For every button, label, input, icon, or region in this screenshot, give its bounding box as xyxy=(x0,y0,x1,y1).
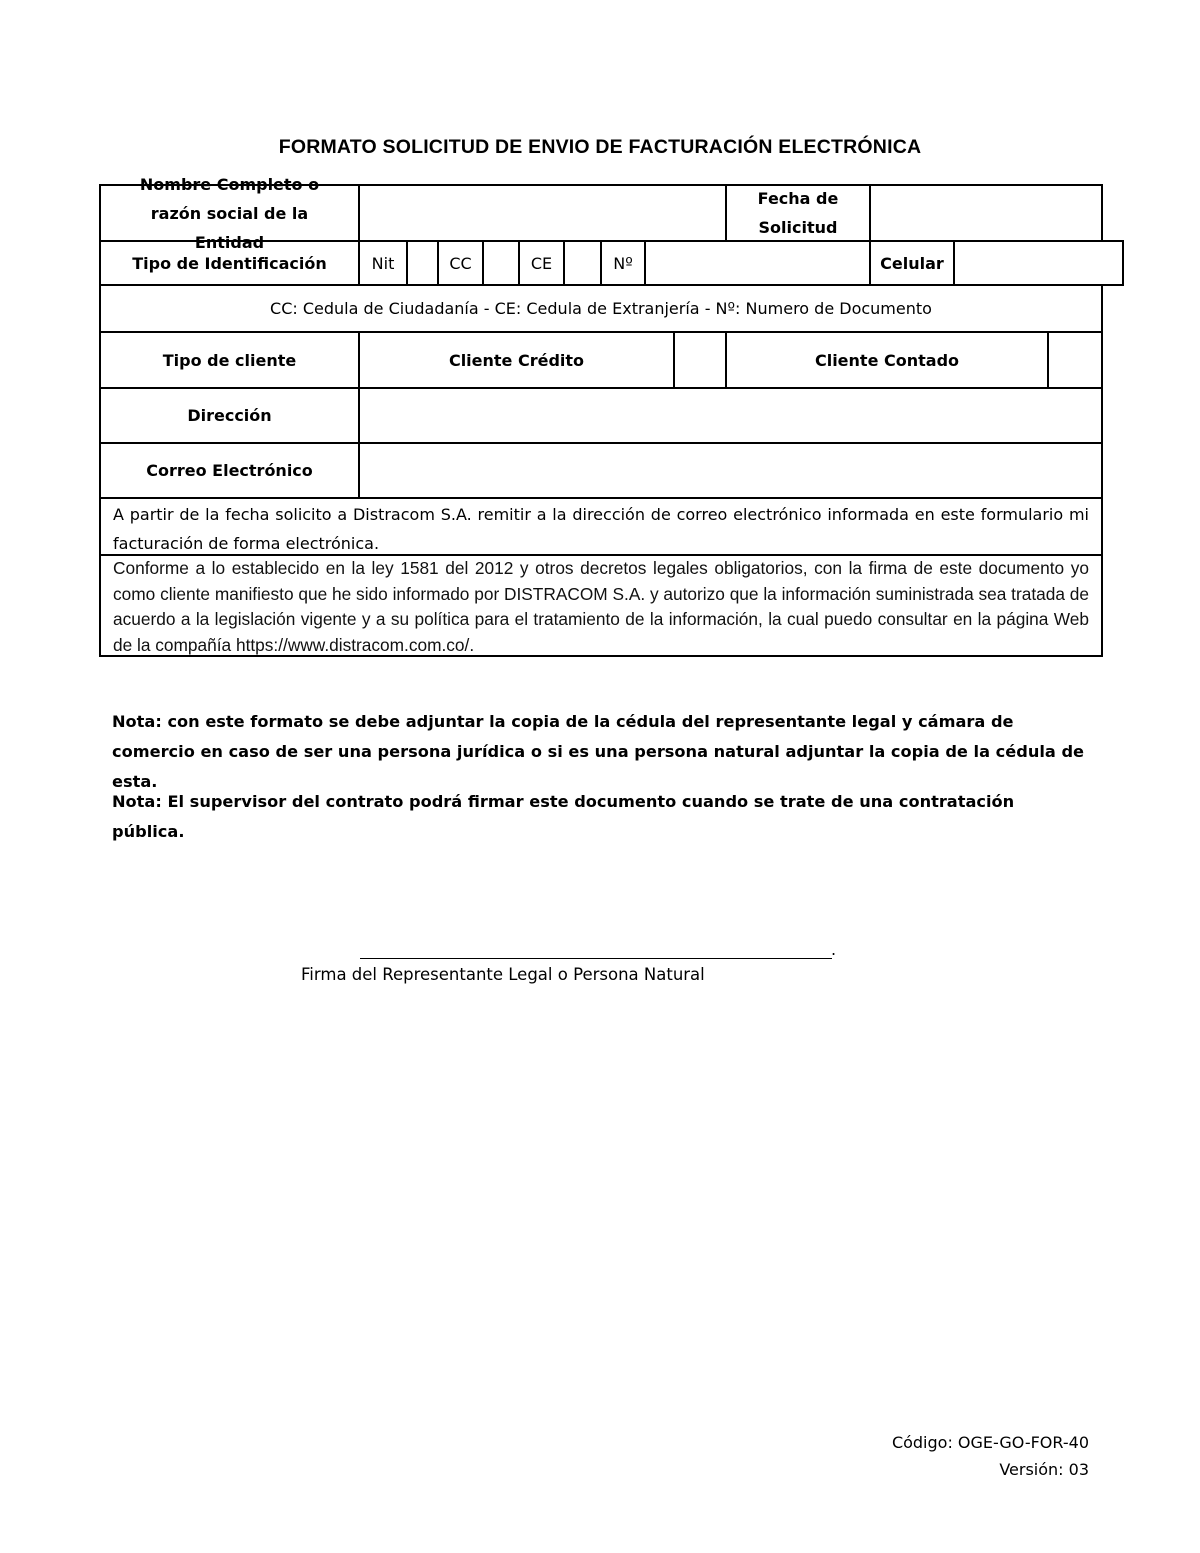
direccion-label: Dirección xyxy=(99,387,360,444)
fecha-label-text: Fecha de Solicitud xyxy=(757,189,839,237)
celular-field[interactable] xyxy=(953,240,1124,286)
correo-label: Correo Electrónico xyxy=(99,442,360,499)
signature-dot: . xyxy=(831,940,837,959)
cliente-contado-checkbox[interactable] xyxy=(1047,331,1103,389)
nombre-label xyxy=(99,174,360,252)
form-title: FORMATO SOLICITUD DE ENVIO DE FACTURACIÓN ELECTRÓNICA xyxy=(278,136,922,158)
correo-field[interactable] xyxy=(358,442,1103,499)
cc-checkbox[interactable] xyxy=(482,240,520,286)
document-code: Código: OGE-GO-FOR-40 xyxy=(891,1433,1089,1452)
authorization-text: A partir de la fecha solicito a Distracom S.A. remitir a la dirección de correo electrónico informada en este formulario mi facturación de forma electrónica. xyxy=(99,497,1103,556)
cliente-credito-checkbox[interactable] xyxy=(673,331,727,389)
cliente-contado-label: Cliente Contado xyxy=(725,331,1049,389)
nombre-field[interactable] xyxy=(358,184,727,242)
nit-checkbox[interactable] xyxy=(406,240,439,286)
cliente-credito-label: Cliente Crédito xyxy=(358,331,675,389)
id-legend: CC: Cedula de Ciudadanía - CE: Cedula de Extranjería - Nº: Numero de Documento xyxy=(99,284,1103,333)
nombre-label-text: Nombre Completo o razón social de la Entidad xyxy=(139,174,320,252)
document-version: Versión: 03 xyxy=(999,1460,1089,1479)
fecha-field[interactable] xyxy=(869,184,1103,242)
nit-label: Nit xyxy=(358,240,408,286)
legal-text: Conforme a lo establecido en la ley 1581 del 2012 y otros decretos legales obligatorios, con la firma de este documento yo como cliente manifiesto que he sido informado por DISTRACOM S.A. y autorizo que la información suministrada sea tratada de acuerdo a la legislación vigente y a su política para el tratamiento de la información, la cual puedo consultar en la página Web de la compañía https://www.distracom.com.co/. xyxy=(99,554,1103,657)
signature-line[interactable] xyxy=(360,958,832,959)
direccion-field[interactable] xyxy=(358,387,1103,444)
note-documents: Nota: con este formato se debe adjuntar la copia de la cédula del representante legal y cámara de comercio en caso de ser una persona jurídica o si es una persona natural adjuntar la copia de la cédula de esta. xyxy=(112,712,1085,791)
ce-checkbox[interactable] xyxy=(563,240,602,286)
note-supervisor: Nota: El supervisor del contrato podrá firmar este documento cuando se trate de una contratación pública. xyxy=(112,792,1015,841)
cc-label: CC xyxy=(437,240,484,286)
tipo-cliente-label: Tipo de cliente xyxy=(99,331,360,389)
tipo-identificacion-label: Tipo de Identificación xyxy=(99,240,360,286)
numero-label: Nº xyxy=(600,240,646,286)
signature-label: Firma del Representante Legal o Persona Natural xyxy=(301,965,705,984)
ce-label: CE xyxy=(518,240,565,286)
fecha-label xyxy=(725,184,871,242)
celular-label: Celular xyxy=(869,240,955,286)
numero-field[interactable] xyxy=(644,240,871,286)
